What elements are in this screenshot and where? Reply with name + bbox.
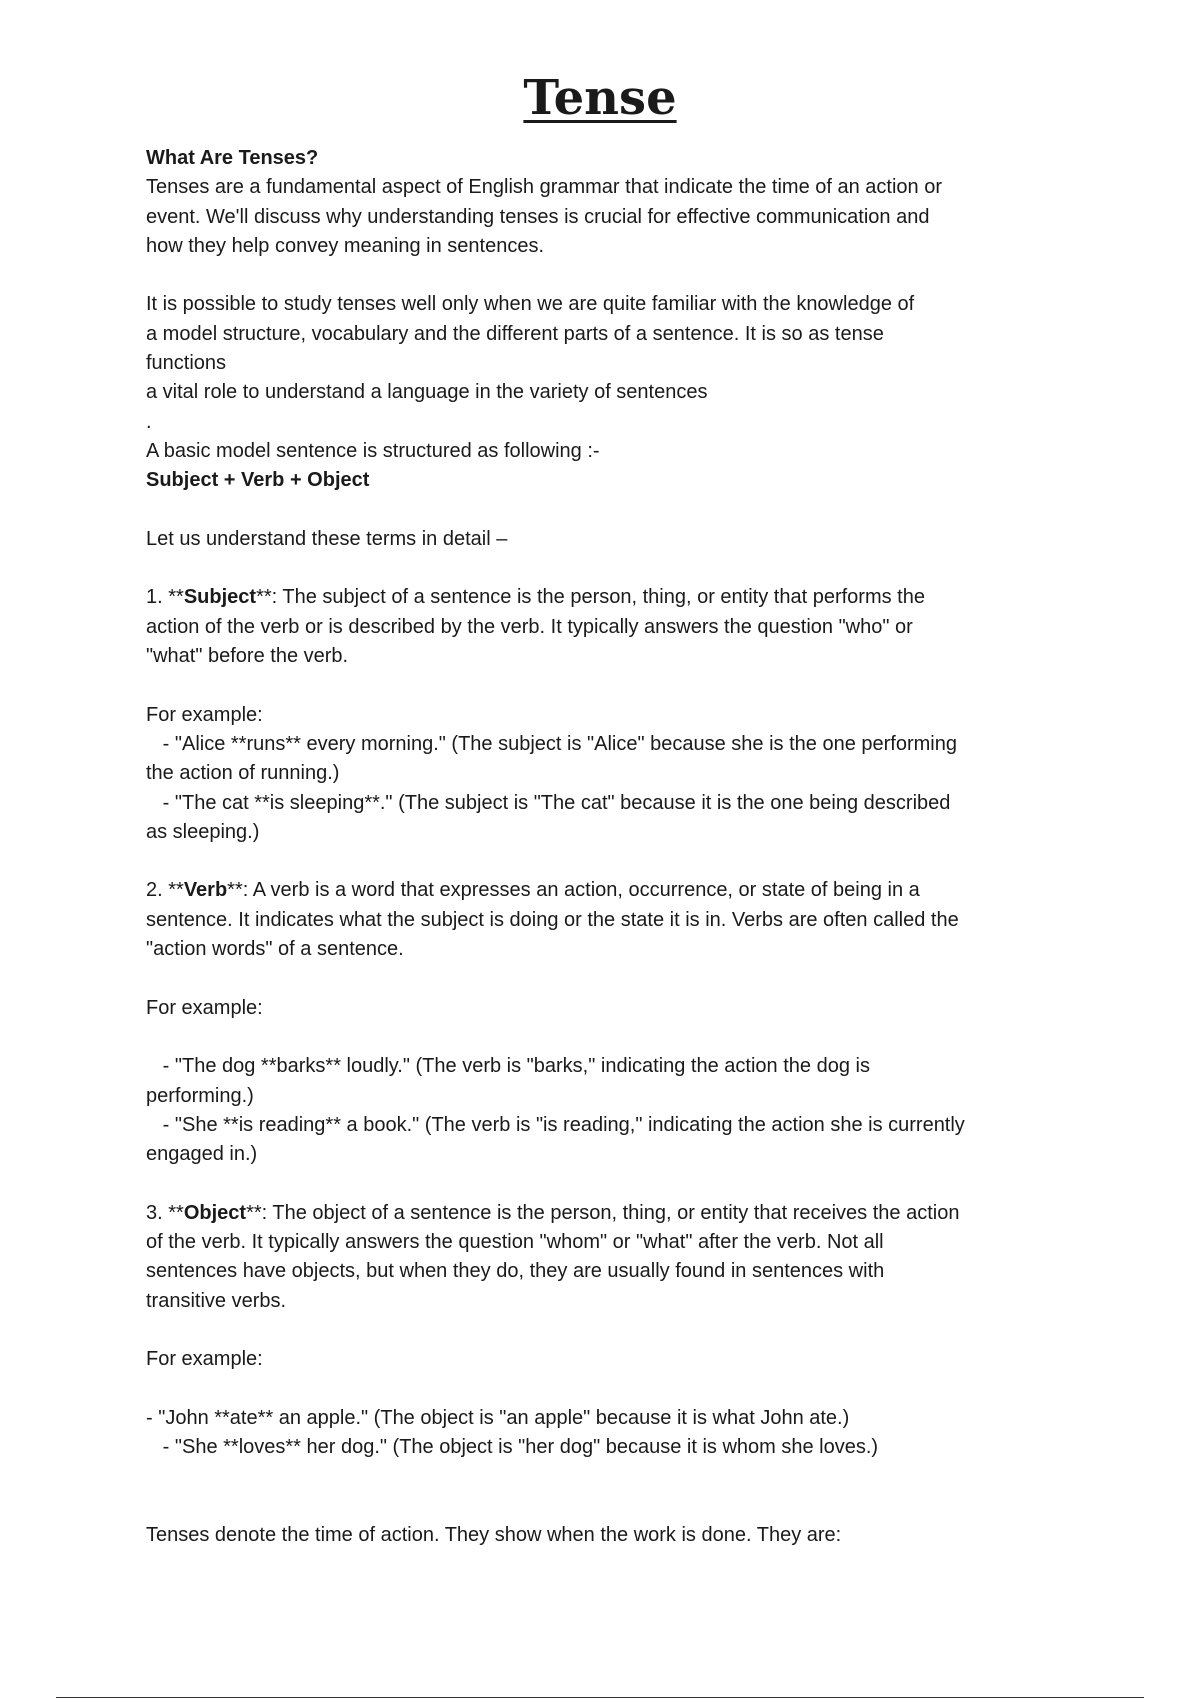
verb-line: sentence. It indicates what the subject is doing or the state it is in. Verbs are often called the bbox=[146, 908, 959, 931]
model-formula: Subject + Verb + Object bbox=[146, 469, 370, 492]
object-line: sentences have objects, but when they do, they are usually found in sentences with bbox=[146, 1260, 885, 1283]
verb-line: "action words" of a sentence. bbox=[146, 938, 404, 961]
example-line: - "The dog **barks** loudly." (The verb is "barks," indicating the action the dog is bbox=[146, 1055, 870, 1078]
subject-line: "what" before the verb. bbox=[146, 645, 349, 668]
intro-line: how they help convey meaning in sentences. bbox=[146, 234, 545, 257]
study-line: . bbox=[146, 410, 152, 433]
example-line: as sleeping.) bbox=[146, 820, 260, 843]
example-line: performing.) bbox=[146, 1084, 254, 1107]
example-line: the action of running.) bbox=[146, 762, 340, 785]
study-line: a vital role to understand a language in the variety of sentences bbox=[146, 381, 708, 404]
page-title: Tense bbox=[523, 70, 677, 126]
object-line: transitive verbs. bbox=[146, 1289, 287, 1312]
closing-line: Tenses denote the time of action. They show when the work is done. They are: bbox=[146, 1523, 842, 1546]
study-line: a model structure, vocabulary and the different parts of a sentence. It is so as tense bbox=[146, 322, 884, 345]
page-bottom-rule bbox=[56, 1697, 1144, 1698]
object-definition: 3. **Object**: The object of a sentence is the person, thing, or entity that receives the action bbox=[146, 1201, 960, 1224]
example-line: - "John **ate** an apple." (The object is "an apple" because it is what John ate.) bbox=[146, 1406, 850, 1429]
example-line: engaged in.) bbox=[146, 1143, 258, 1166]
object-term: Object bbox=[183, 1201, 247, 1224]
intro-line: event. We'll discuss why understanding tenses is crucial for effective communication and bbox=[146, 205, 930, 228]
detail-intro: Let us understand these terms in detail – bbox=[146, 527, 508, 550]
study-line: functions bbox=[146, 352, 227, 375]
intro-line: Tenses are a fundamental aspect of English grammar that indicate the time of an action or bbox=[146, 176, 942, 199]
example-label: For example: bbox=[146, 996, 263, 1019]
subject-line: action of the verb or is described by the verb. It typically answers the question "who" or bbox=[146, 615, 913, 638]
example-line: - "She **loves** her dog." (The object is "her dog" because it is whom she loves.) bbox=[146, 1436, 879, 1459]
study-line: It is possible to study tenses well only when we are quite familiar with the knowledge of bbox=[146, 293, 915, 316]
verb-term: Verb bbox=[183, 879, 228, 902]
example-line: - "Alice **runs** every morning." (The subject is "Alice" because she is the one performing bbox=[146, 732, 957, 755]
example-label: For example: bbox=[146, 1348, 263, 1371]
verb-definition: 2. **Verb**: A verb is a word that expresses an action, occurrence, or state of being in a bbox=[146, 879, 920, 902]
subject-definition: 1. **Subject**: The subject of a sentence is the person, thing, or entity that performs the bbox=[146, 586, 925, 609]
subject-term: Subject bbox=[183, 586, 257, 609]
example-label: For example: bbox=[146, 703, 263, 726]
object-line: of the verb. It typically answers the question "whom" or "what" after the verb. Not all bbox=[146, 1230, 884, 1253]
example-line: - "She **is reading** a book." (The verb is "is reading," indicating the action she is currently bbox=[146, 1113, 965, 1136]
section-heading: What Are Tenses? bbox=[146, 147, 319, 169]
example-line: - "The cat **is sleeping**." (The subject is "The cat" because it is the one being described bbox=[146, 791, 951, 814]
model-intro: A basic model sentence is structured as following :- bbox=[146, 439, 600, 462]
document-body bbox=[146, 144, 1066, 1550]
